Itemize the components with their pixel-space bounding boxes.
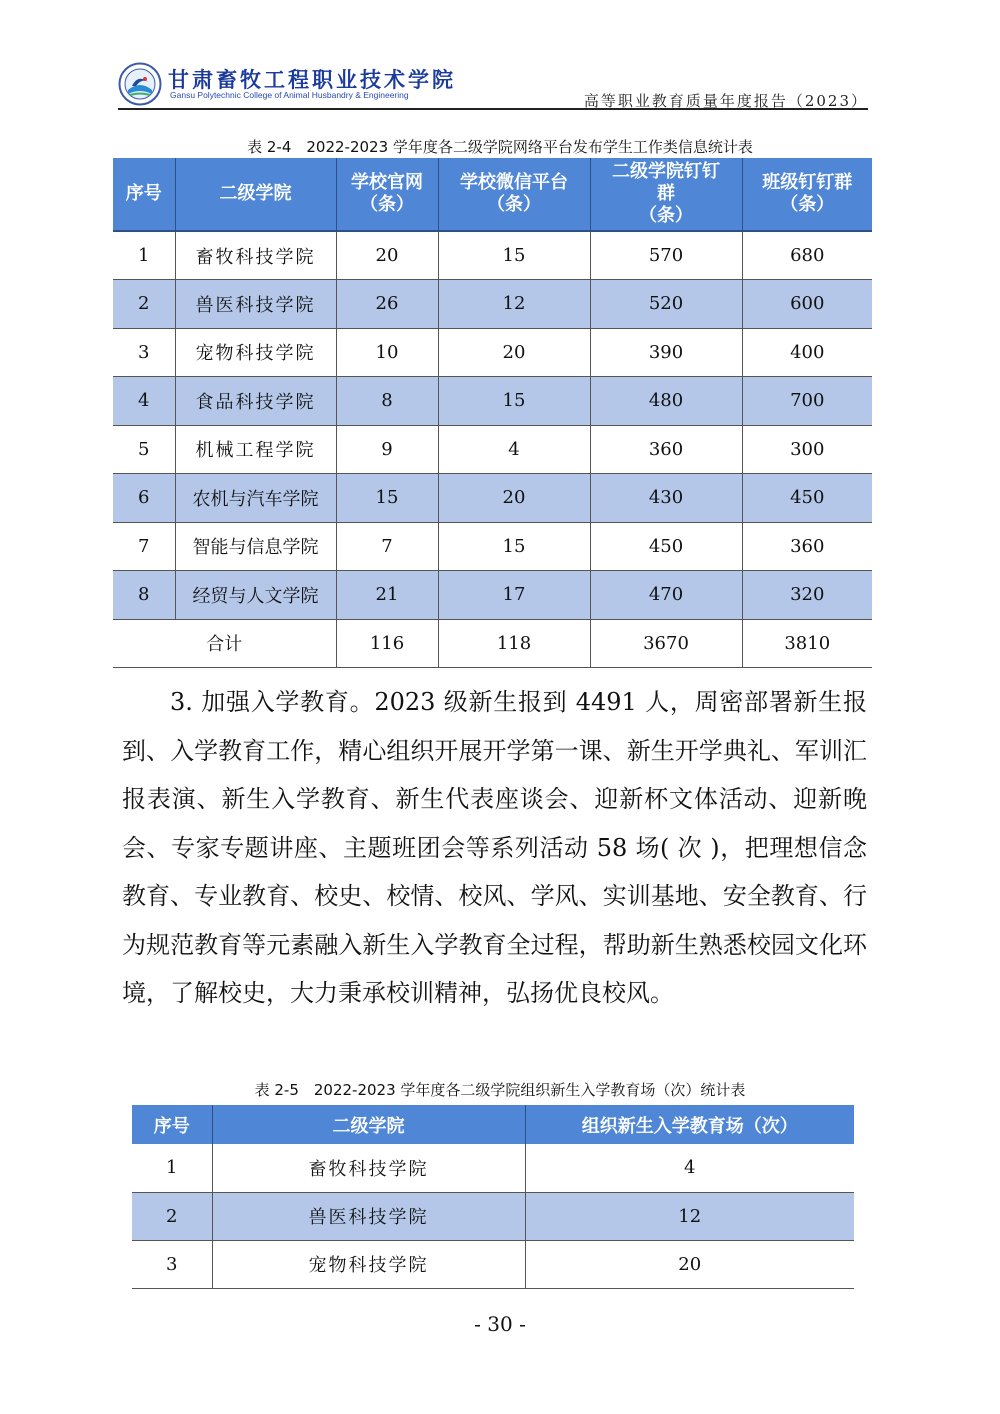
cell-college: 经贸与人文学院 (175, 571, 336, 620)
school-logo-icon (118, 62, 162, 106)
table-total-row (113, 619, 872, 668)
cell-total-wechat: 118 (438, 619, 590, 668)
cell-ding-college: 480 (590, 377, 742, 426)
cell-website: 15 (336, 474, 438, 523)
cell-ding-class: 450 (742, 474, 872, 523)
header-seq: 序号 (113, 158, 175, 231)
platform-info-table (113, 158, 872, 668)
cell-wechat: 15 (438, 377, 590, 426)
cell-seq: 2 (113, 280, 175, 329)
cell-college: 宠物科技学院 (175, 328, 336, 377)
header-divider (118, 108, 868, 110)
cell-ding-college: 430 (590, 474, 742, 523)
cell-wechat: 12 (438, 280, 590, 329)
header-ding-class-line2: （条） (780, 194, 835, 215)
cell-ding-class: 700 (742, 377, 872, 426)
table1-caption: 表 2-4 2022-2023 学年度各二级学院网络平台发布学生工作类信息统计表 (247, 138, 753, 156)
cell-website: 9 (336, 425, 438, 474)
cell-website: 20 (336, 231, 438, 280)
cell-total-ding-class: 3810 (742, 619, 872, 668)
cell-college: 畜牧科技学院 (175, 231, 336, 280)
header-college: 二级学院 (212, 1105, 525, 1144)
header-ding-college-line2: 群 (657, 183, 675, 204)
cell-wechat: 17 (438, 571, 590, 620)
cell-seq: 1 (132, 1144, 212, 1192)
table-row (113, 328, 872, 377)
cell-seq: 1 (113, 231, 175, 280)
table-header-row (132, 1105, 854, 1144)
cell-total-ding-college: 3670 (590, 619, 742, 668)
header-sessions: 组织新生入学教育场（次） (525, 1105, 854, 1144)
cell-wechat: 20 (438, 328, 590, 377)
cell-ding-college: 390 (590, 328, 742, 377)
table-row (113, 280, 872, 329)
cell-seq: 2 (132, 1192, 212, 1240)
table-row (113, 571, 872, 620)
cell-ding-college: 520 (590, 280, 742, 329)
cell-ding-class: 680 (742, 231, 872, 280)
table-row (113, 522, 872, 571)
table-row (132, 1144, 854, 1192)
cell-sessions: 12 (525, 1192, 854, 1240)
cell-website: 8 (336, 377, 438, 426)
header-ding-class (742, 158, 872, 231)
header-ding-class-line1: 班级钉钉群 (762, 172, 853, 193)
cell-college: 智能与信息学院 (175, 522, 336, 571)
cell-ding-college: 570 (590, 231, 742, 280)
cell-ding-class: 320 (742, 571, 872, 620)
cell-website: 26 (336, 280, 438, 329)
header-wechat-line1: 学校微信平台 (460, 172, 568, 193)
header-college: 二级学院 (175, 158, 336, 231)
cell-total-website: 116 (336, 619, 438, 668)
cell-ding-class: 600 (742, 280, 872, 329)
table-row (132, 1192, 854, 1240)
table-row (113, 425, 872, 474)
table2-caption: 表 2-5 2022-2023 学年度各二级学院组织新生入学教育场（次）统计表 (254, 1081, 746, 1099)
cell-wechat: 15 (438, 522, 590, 571)
cell-seq: 3 (113, 328, 175, 377)
header-ding-college-line1: 二级学院钉钉 (612, 161, 720, 182)
cell-ding-class: 400 (742, 328, 872, 377)
header-ding-college-line3: （条） (639, 205, 693, 226)
school-name-cn: 甘肃畜牧工程职业技术学院 (168, 67, 456, 92)
header-wechat (438, 158, 590, 231)
body-paragraph-block (122, 678, 867, 1018)
school-name-en: Gansu Polytechnic College of Animal Husbandry & Engineering (170, 90, 409, 100)
cell-college: 畜牧科技学院 (212, 1144, 525, 1192)
body-paragraph: 3. 加强入学教育。2023 级新生报到 4491 人，周密部署新生报到、入学教育工作，精心组织开展开学第一课、新生开学典礼、军训汇报表演、新生入学教育、新生代表座谈会、迎新杯文体活动、迎新晚会、专家专题讲座、主题班团会等系列活动 58 场( 次 )，把理想信念教育、专业教育、校史、校情、校风、学风、实训基地、安全教育、行为规范教育等元素融入新生入学教育全过程，帮助新生熟悉校园文化环境，了解校史，大力秉承校训精神，弘扬优良校风。 (122, 688, 867, 1007)
report-title: 高等职业教育质量年度报告（2023） (583, 92, 868, 110)
cell-seq: 6 (113, 474, 175, 523)
cell-college: 兽医科技学院 (212, 1192, 525, 1240)
cell-college: 农机与汽车学院 (175, 474, 336, 523)
header-wechat-line2: （条） (487, 194, 541, 215)
cell-ding-college: 470 (590, 571, 742, 620)
header-seq: 序号 (132, 1105, 212, 1144)
page-number: - 30 - (474, 1312, 526, 1336)
table-row (113, 377, 872, 426)
cell-seq: 5 (113, 425, 175, 474)
header-website-line1: 学校官网 (351, 172, 423, 193)
cell-seq: 4 (113, 377, 175, 426)
table-row (113, 474, 872, 523)
cell-wechat: 4 (438, 425, 590, 474)
cell-seq: 3 (132, 1240, 212, 1288)
cell-ding-class: 300 (742, 425, 872, 474)
header-ding-college (590, 158, 742, 231)
cell-college: 食品科技学院 (175, 377, 336, 426)
cell-website: 21 (336, 571, 438, 620)
table-row (132, 1240, 854, 1288)
cell-ding-college: 360 (590, 425, 742, 474)
table-header-row (113, 158, 872, 231)
cell-seq: 8 (113, 571, 175, 620)
cell-website: 7 (336, 522, 438, 571)
header-website (336, 158, 438, 231)
cell-ding-class: 360 (742, 522, 872, 571)
cell-website: 10 (336, 328, 438, 377)
cell-sessions: 20 (525, 1240, 854, 1288)
cell-ding-college: 450 (590, 522, 742, 571)
cell-wechat: 20 (438, 474, 590, 523)
cell-college: 兽医科技学院 (175, 280, 336, 329)
cell-sessions: 4 (525, 1144, 854, 1192)
cell-college: 宠物科技学院 (212, 1240, 525, 1288)
cell-seq: 7 (113, 522, 175, 571)
cell-wechat: 15 (438, 231, 590, 280)
table-row (113, 231, 872, 280)
orientation-sessions-table (132, 1105, 854, 1289)
page-header (118, 62, 868, 110)
cell-college: 机械工程学院 (175, 425, 336, 474)
cell-total-label: 合计 (113, 619, 336, 668)
header-website-line2: （条） (360, 194, 414, 215)
